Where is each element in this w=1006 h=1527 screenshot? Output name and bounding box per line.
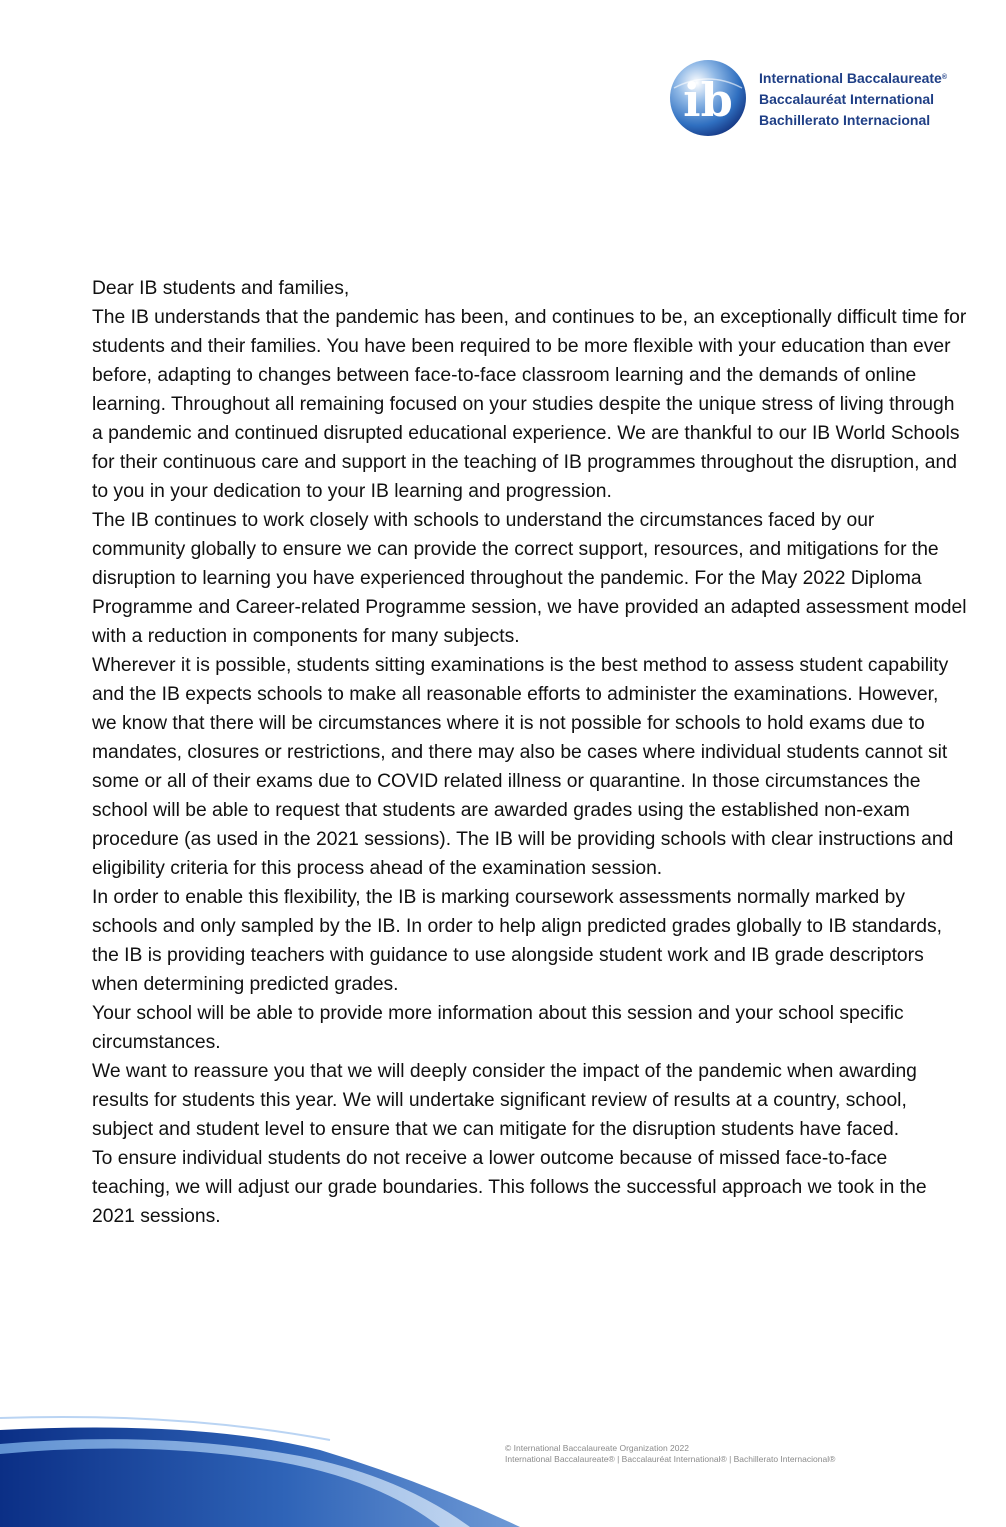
letter-body	[92, 274, 967, 1231]
paragraph-2: The IB continues to work closely with schools to understand the circumstances faced by our community globally to ensure we can provide the correct support, resources, and mitigations for the disruption to learning you have experienced throughout the pandemic. For the May 2022 Diploma Programme and Career-related Programme session, we have provided an adapted assessment model with a reduction in components for many subjects.	[92, 510, 967, 647]
paragraph-1: The IB understands that the pandemic has been, and continues to be, an exceptionally difficult time for students and their families. You have been required to be more flexible with your education than ever before, adapting to changes between face-to-face classroom learning and the demands of online learning. Throughout all remaining focused on your studies despite the unique stress of living through a pandemic and continued disrupted educational experience. We are thankful to our IB World Schools for their continuous care and support in the teaching of IB programmes throughout the disruption, and to you in your dedication to your IB learning and progression.	[92, 307, 967, 502]
trademark-line: International Baccalaureate® | Baccalauréat International® | Bachillerato Internacional®	[505, 1454, 836, 1464]
ib-globe-logo-icon	[668, 58, 748, 138]
paragraph-4: In order to enable this flexibility, the IB is marking coursework assessments normally marked by schools and only sampled by the IB. In order to help align predicted grades globally to IB standards, the IB is providing teachers with guidance to use alongside student work and IB grade descriptors when determining predicted grades.	[92, 887, 942, 995]
paragraph-7: To ensure individual students do not receive a lower outcome because of missed face-to-face teaching, we will adjust our grade boundaries. This follows the successful approach we took in the 2021 sessions.	[92, 1148, 927, 1227]
org-name-block	[759, 68, 947, 131]
paragraph-5: Your school will be able to provide more information about this session and your school specific circumstances.	[92, 1003, 904, 1053]
paragraph-6: We want to reassure you that we will deeply consider the impact of the pandemic when awarding results for students this year. We will undertake significant review of results at a country, school, subject and student level to ensure that we can mitigate for the disruption students have faced.	[92, 1061, 917, 1140]
paragraph-3: Wherever it is possible, students sitting examinations is the best method to assess student capability and the IB expects schools to make all reasonable efforts to administer the examinations. However, we know that there will be circumstances where it is not possible for schools to hold exams due to mandates, closures or restrictions, and there may also be cases where individual students cannot sit some or all of their exams due to COVID related illness or quarantine. In those circumstances the school will be able to request that students are awarded grades using the established non-exam procedure (as used in the 2021 sessions). The IB will be providing schools with clear instructions and eligibility criteria for this process ahead of the examination session.	[92, 655, 954, 879]
org-name-english: International Baccalaureate®	[759, 70, 948, 86]
footer-copyright	[505, 1443, 865, 1477]
copyright-line: © International Baccalaureate Organization 2022	[505, 1443, 689, 1453]
org-name-french: Baccalauréat International	[759, 91, 935, 107]
salutation: Dear IB students and families,	[92, 278, 350, 299]
footer-wave-graphic	[0, 1410, 520, 1527]
ib-logo	[668, 58, 978, 144]
logo-mark-text: ib	[683, 73, 733, 127]
registered-mark: ®	[941, 74, 948, 81]
org-name-spanish: Bachillerato Internacional	[759, 112, 931, 128]
